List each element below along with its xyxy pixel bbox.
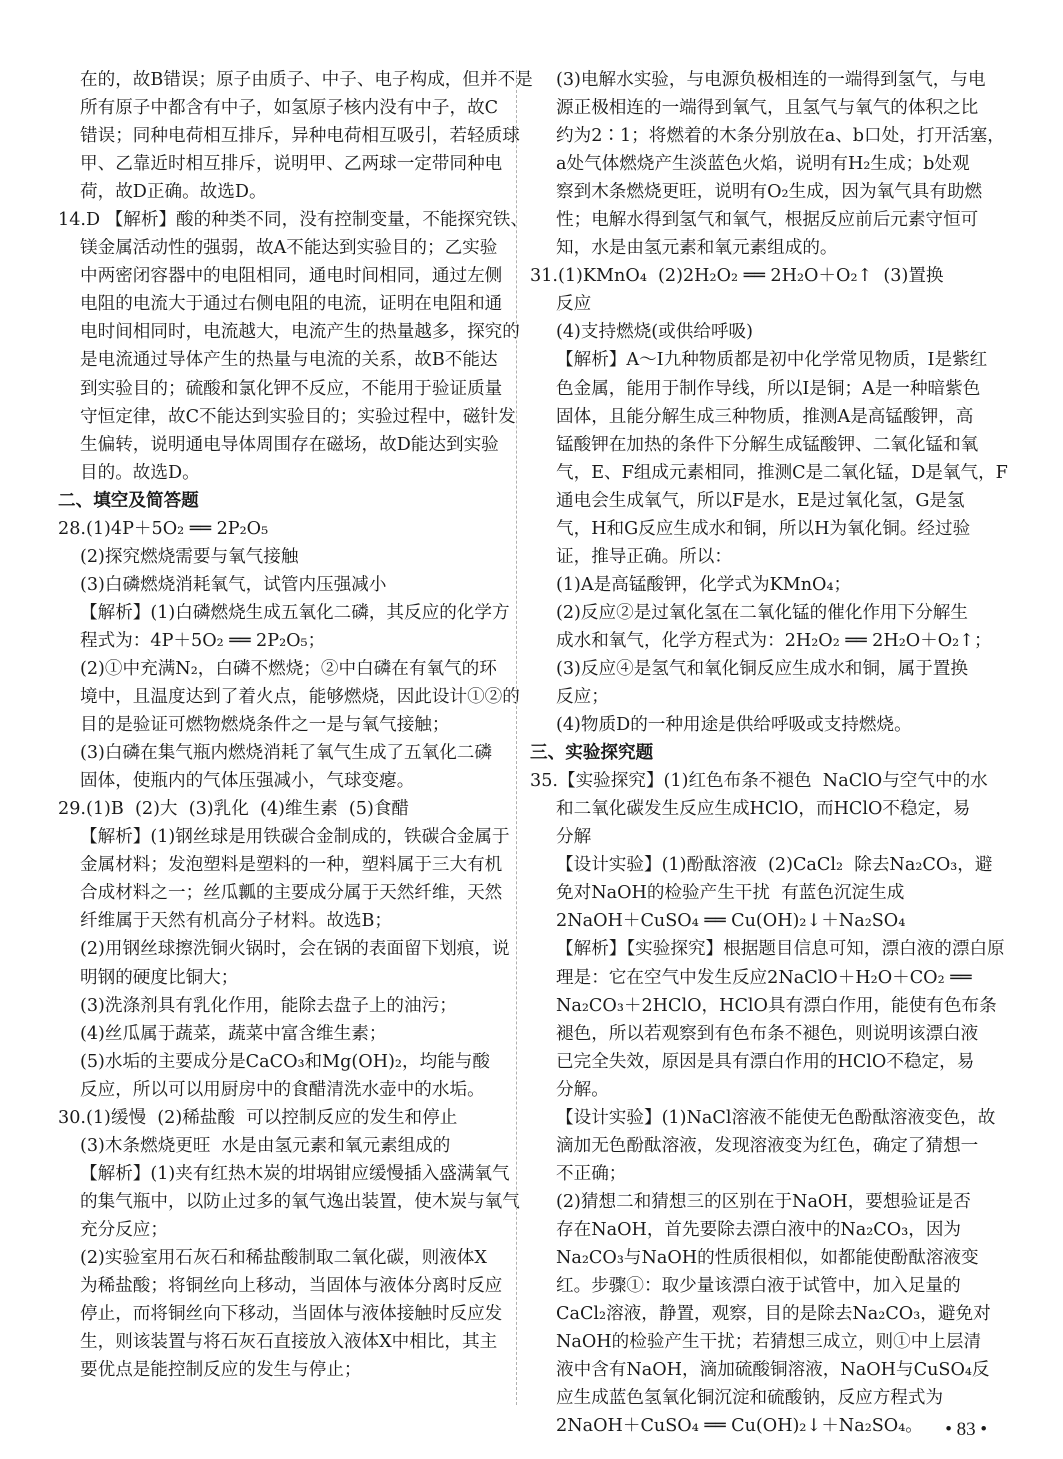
left-text-line: 充分反应； <box>80 1219 168 1240</box>
right-text-line: (3)电解水实验，与电源负极相连的一端得到氢气，与电 <box>556 70 986 90</box>
right-text-line: 免对NaOH的检验产生干扰 有蓝色沉淀生成 <box>556 883 905 904</box>
right-text-line: 理是：它在空气中发生反应2NaClO＋H₂O＋CO₂ ══ <box>556 967 972 988</box>
right-text-line: (4)物质D的一种用途是供给呼吸或支持燃烧。 <box>556 715 912 736</box>
right-text-line: 和二氧化碳发生反应生成HClO，而HClO不稳定，易 <box>556 799 971 820</box>
left-text-line: (3)白磷在集气瓶内燃烧消耗了氧气生成了五氧化二磷 <box>80 743 492 764</box>
left-text-line: (2)实验室用石灰石和稀盐酸制取二氧化碳，则液体X <box>80 1247 487 1268</box>
left-text-line: (3)洗涤剂具有乳化作用，能除去盘子上的油污； <box>80 995 457 1016</box>
right-text-line: 分解。 <box>556 1079 609 1100</box>
right-text-line: 色金属，能用于制作导线，所以I是铜；A是一种暗紫色 <box>556 378 981 399</box>
left-text-line: 错误；同种电荷相互排斥，异种电荷相互吸引，若轻质球 <box>80 126 520 147</box>
left-text-line: 28.(1)4P＋5O₂ ══ 2P₂O₅ <box>58 518 269 539</box>
right-text-line: 滴加无色酚酞溶液，发现溶液变为红色，确定了猜想一 <box>556 1135 979 1156</box>
left-text-line: 为稀盐酸；将铜丝向上移动，当固体与液体分离时反应 <box>80 1276 503 1297</box>
right-text-line: 源正极相连的一端得到氧气，且氢气与氧气的体积之比 <box>556 98 979 119</box>
right-text-line: 知，水是由氢元素和氧元素组成的。 <box>556 238 838 259</box>
right-column <box>530 66 1008 1440</box>
left-text-line: 纤维属于天然有机高分子材料。故选B； <box>80 911 393 932</box>
page-number: • 83 • <box>945 1419 987 1440</box>
left-text-line: 境中，且温度达到了着火点，能够燃烧，因此设计①②的 <box>80 687 520 708</box>
left-text-line: 停止，而将铜丝向下移动，当固体与液体接触时反应发 <box>80 1304 503 1325</box>
left-text-line: 30.(1)缓慢 (2)稀盐酸 可以控制反应的发生和停止 <box>58 1107 458 1128</box>
left-text-line: 目的。故选D。 <box>80 462 200 483</box>
right-text-line: 2NaOH＋CuSO₄ ══ Cu(OH)₂↓＋Na₂SO₄。 <box>556 1416 923 1437</box>
left-text-line: 电时间相同时，电流越大，电流产生的热量越多，探究的 <box>80 322 520 343</box>
left-text-line: 反应，所以可以用厨房中的食醋清洗水壶中的水垢。 <box>80 1079 485 1100</box>
right-text-line: 气，H和G反应生成水和铜，所以H为氧化铜。经过验 <box>556 518 971 539</box>
left-text-line: 固体，使瓶内的气体压强减小，气球变瘪。 <box>80 771 415 792</box>
right-text-line: 31.(1)KMnO₄ (2)2H₂O₂ ══ 2H₂O＋O₂↑ (3)置换 <box>530 266 944 287</box>
section-heading: 二、填空及简答题 <box>58 490 199 511</box>
right-text-line: CaCl₂溶液，静置，观察，目的是除去Na₂CO₃，避免对 <box>556 1304 991 1325</box>
left-text-line: 金属材料；发泡塑料是塑料的一种，塑料属于三大有机 <box>80 855 503 876</box>
right-text-line: 2NaOH＋CuSO₄ ══ Cu(OH)₂↓＋Na₂SO₄ <box>556 911 906 932</box>
left-column <box>58 66 533 1384</box>
left-text-line: 目的是验证可燃物燃烧条件之一是与氧气接触； <box>80 715 450 736</box>
right-text-line: 锰酸钾在加热的条件下分解生成锰酸钾、二氧化锰和氧 <box>556 434 979 455</box>
left-text-line: 所有原子中都含有中子，如氢原子核内没有中子，故C <box>80 98 499 119</box>
right-text-line: 【解析】【实验探究】根据题目信息可知，漂白液的漂白原 <box>556 939 1005 960</box>
left-text-line: 合成材料之一；丝瓜瓤的主要成分属于天然纤维，天然 <box>80 883 503 904</box>
left-text-line: 荷，故D正确。故选D。 <box>80 182 267 203</box>
left-text-line: 14.D 【解析】酸的种类不同，没有控制变量，不能探究铁、 <box>58 210 528 231</box>
left-text-line: (3)木条燃烧更旺 水是由氢元素和氧元素组成的 <box>80 1135 451 1156</box>
right-text-line: 反应 <box>556 294 592 315</box>
right-text-line: 液中含有NaOH，滴加硫酸铜溶液，NaOH与CuSO₄反 <box>556 1360 990 1381</box>
left-text-line: 镁金属活动性的强弱，故A不能达到实验目的；乙实验 <box>80 238 498 259</box>
left-text-line: 电阻的电流大于通过右侧电阻的电流，证明在电阻和通 <box>80 294 503 315</box>
left-text-line: 要优点是能控制反应的发生与停止； <box>80 1360 362 1381</box>
right-text-line: 35.【实验探究】(1)红色布条不褪色 NaClO与空气中的水 <box>530 771 988 792</box>
left-text-line: (3)白磷燃烧消耗氧气，试管内压强减小 <box>80 574 387 595</box>
right-text-line: 应生成蓝色氢氧化铜沉淀和硫酸钠，反应方程式为 <box>556 1388 944 1409</box>
right-text-line: 不正确； <box>556 1163 627 1184</box>
right-text-line: (1)A是高锰酸钾，化学式为KMnO₄； <box>556 574 852 595</box>
right-text-line: 褪色，所以若观察到有色布条不褪色，则说明该漂白液 <box>556 1023 979 1044</box>
left-text-line: (4)丝瓜属于蔬菜，蔬菜中富含维生素； <box>80 1023 387 1044</box>
right-text-line: NaOH的检验产生干扰；若猜想三成立，则①中上层清 <box>556 1332 982 1353</box>
right-text-line: 分解 <box>556 827 592 848</box>
right-text-line: (3)反应④是氢气和氧化铜反应生成水和铜，属于置换 <box>556 658 968 679</box>
right-text-line: 【解析】A～I九种物质都是初中化学常见物质，I是紫红 <box>556 350 988 371</box>
right-text-line: 证，推导正确。所以： <box>556 546 732 567</box>
left-text-line: 的集气瓶中，以防止过多的氧气逸出装置，使木炭与氧气 <box>80 1191 520 1212</box>
left-text-line: 中两密闭容器中的电阻相同，通电时间相同，通过左侧 <box>80 266 503 287</box>
right-text-line: (2)猜想二和猜想三的区别在于NaOH，要想验证是否 <box>556 1191 971 1212</box>
right-text-line: 【设计实验】(1)NaCl溶液不能使无色酚酞溶液变色，故 <box>556 1107 996 1128</box>
left-text-line: 守恒定律，故C不能达到实验目的；实验过程中，磁针发 <box>80 406 516 427</box>
column-divider <box>516 70 517 1405</box>
left-text-line: (5)水垢的主要成分是CaCO₃和Mg(OH)₂，均能与酸 <box>80 1051 490 1072</box>
right-text-line: a处气体燃烧产生淡蓝色火焰，说明有H₂生成；b处观 <box>556 154 970 175</box>
left-text-line: 到实验目的；硫酸和氯化钾不反应，不能用于验证质量 <box>80 378 503 399</box>
right-text-line: Na₂CO₃与NaOH的性质很相似，如都能使酚酞溶液变 <box>556 1247 979 1268</box>
right-text-line: 察到木条燃烧更旺，说明有O₂生成，因为氧气具有助燃 <box>556 182 983 203</box>
right-text-line: 性；电解水得到氢气和氧气，根据反应前后元素守恒可 <box>556 210 979 231</box>
right-text-line: 成水和氧气，化学方程式为：2H₂O₂ ══ 2H₂O＋O₂↑； <box>556 630 992 651</box>
left-text-line: 程式为：4P＋5O₂ ══ 2P₂O₅； <box>80 630 326 651</box>
left-text-line: 【解析】(1)钢丝球是用铁碳合金制成的，铁碳合金属于 <box>80 827 510 848</box>
left-text-line: 在的，故B错误；原子由质子、中子、电子构成，但并不是 <box>80 70 533 90</box>
left-text-line: 生偏转，说明通电导体周围存在磁场，故D能达到实验 <box>80 434 499 455</box>
right-text-line: 通电会生成氧气，所以F是水，E是过氧化氢，G是氢 <box>556 490 965 511</box>
right-text-line: 气，E、F组成元素相同，推测C是二氧化锰，D是氧气，F <box>556 462 1008 483</box>
right-text-line: 红。步骤①：取少量该漂白液于试管中，加入足量的 <box>556 1276 961 1297</box>
right-text-line: (2)反应②是过氧化氢在二氧化锰的催化作用下分解生 <box>556 602 968 623</box>
left-text-line: 明钢的硬度比铜大； <box>80 967 239 988</box>
right-text-line: 约为2∶1；将燃着的木条分别放在a、b口处，打开活塞， <box>556 126 1005 147</box>
section-heading: 三、实验探究题 <box>530 743 654 764</box>
right-text-line: Na₂CO₃＋2HClO，HClO具有漂白作用，能使有色布条 <box>556 995 997 1016</box>
left-text-line: (2)用钢丝球擦洗铜火锅时，会在锅的表面留下划痕，说 <box>80 939 510 960</box>
right-text-line: 固体，且能分解生成三种物质，推测A是高锰酸钾，高 <box>556 406 974 427</box>
left-text-line: 甲、乙靠近时相互排斥，说明甲、乙两球一定带同种电 <box>80 154 503 175</box>
left-text-line: 29.(1)B (2)大 (3)乳化 (4)维生素 (5)食醋 <box>58 799 410 820</box>
left-text-line: 生，则该装置与将石灰石直接放入液体X中相比，其主 <box>80 1332 498 1353</box>
right-text-line: 反应； <box>556 687 609 708</box>
left-text-line: (2)探究燃烧需要与氧气接触 <box>80 546 299 567</box>
left-text-line: 是电流通过导体产生的热量与电流的关系，故B不能达 <box>80 350 498 371</box>
right-text-line: (4)支持燃烧(或供给呼吸) <box>556 322 753 343</box>
left-text-line: 【解析】(1)白磷燃烧生成五氧化二磷，其反应的化学方 <box>80 602 510 623</box>
left-text-line: 【解析】(1)夹有红热木炭的坩埚钳应缓慢插入盛满氧气 <box>80 1163 510 1184</box>
right-text-line: 存在NaOH，首先要除去漂白液中的Na₂CO₃，因为 <box>556 1219 962 1240</box>
right-text-line: 【设计实验】(1)酚酞溶液 (2)CaCl₂ 除去Na₂CO₃，避 <box>556 855 993 876</box>
left-text-line: (2)①中充满N₂，白磷不燃烧；②中白磷在有氧气的环 <box>80 658 497 679</box>
right-text-line: 已完全失效，原因是具有漂白作用的HClO不稳定，易 <box>556 1051 975 1072</box>
